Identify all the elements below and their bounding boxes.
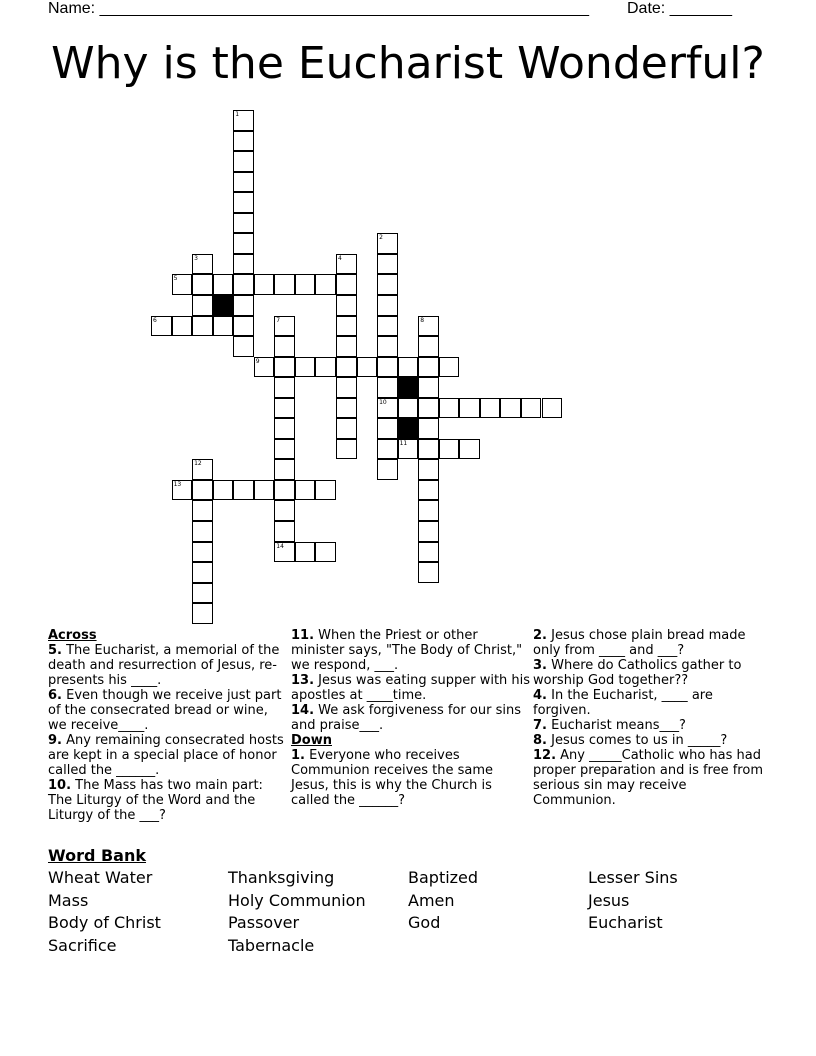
crossword-cell[interactable] [192, 480, 213, 501]
crossword-cell[interactable] [418, 542, 439, 563]
clue-number: 3. [533, 658, 547, 673]
word-bank-word: Holy Communion [228, 890, 366, 910]
word-bank-column [588, 867, 678, 935]
crossword-cell[interactable] [418, 521, 439, 542]
word-bank-word: Sacrifice [48, 936, 117, 956]
clue-text: The Mass has two main part: The Liturgy of the Word and the Liturgy of the ___? [48, 778, 263, 823]
crossword-cell[interactable] [398, 357, 419, 378]
crossword-cell[interactable] [233, 274, 254, 295]
crossword-clue-number: 4 [338, 254, 342, 262]
crossword-cell[interactable] [213, 274, 234, 295]
crossword-cell[interactable] [418, 398, 439, 419]
crossword-cell[interactable] [377, 254, 398, 275]
crossword-clue-number: 12 [194, 460, 202, 468]
clue-number: 9. [48, 733, 62, 748]
crossword-clue-number: 7 [276, 316, 281, 324]
clue-column-2 [291, 628, 531, 808]
crossword-black-cell [213, 295, 234, 316]
clue-across-5 [48, 643, 288, 688]
crossword-cell[interactable] [439, 439, 460, 460]
crossword-cell[interactable] [377, 336, 398, 357]
clue-across-10 [48, 778, 288, 823]
name-field-label: Name: _______________________________________________________ [48, 0, 589, 17]
word-bank-word: Lesser Sins [588, 868, 678, 887]
crossword-cell[interactable] [192, 562, 213, 583]
crossword-cell[interactable] [274, 398, 295, 419]
word-bank-word: Eucharist [588, 913, 663, 933]
crossword-clue-number: 13 [173, 480, 182, 488]
crossword-cell[interactable] [377, 274, 398, 295]
clue-across-11 [291, 628, 531, 673]
clue-number: 8. [533, 733, 547, 748]
clue-down-2 [533, 628, 773, 658]
clue-text: Eucharist means___? [546, 718, 686, 733]
clue-text: We ask forgiveness for our sins and praise___. [291, 703, 521, 733]
clue-number: 14. [291, 703, 315, 718]
crossword-cell[interactable] [192, 274, 213, 295]
crossword-cell[interactable] [377, 316, 398, 337]
crossword-cell[interactable] [418, 357, 439, 378]
crossword-clue-number: 10 [379, 398, 387, 406]
clue-number: 4. [533, 688, 547, 703]
crossword-cell[interactable] [418, 439, 439, 460]
crossword-cell[interactable] [418, 418, 439, 439]
crossword-cell[interactable] [274, 439, 295, 460]
crossword-cell[interactable] [233, 295, 254, 316]
crossword-clue-number: 2 [379, 234, 383, 242]
word-bank-column [48, 867, 161, 958]
clue-number: 12. [533, 748, 557, 763]
clue-down-3 [533, 658, 773, 688]
clue-column-3 [533, 628, 773, 808]
crossword-cell[interactable] [192, 542, 213, 563]
clue-number: 5. [48, 643, 62, 658]
crossword-cell[interactable] [398, 398, 419, 419]
word-bank-word: Amen [408, 890, 455, 910]
clue-number: 7. [533, 718, 547, 733]
clue-number: 13. [291, 673, 315, 688]
clue-down-4 [533, 688, 773, 718]
crossword-black-cell [398, 377, 419, 398]
crossword-cell[interactable] [439, 357, 460, 378]
down-heading: Down [291, 733, 332, 748]
crossword-cell[interactable] [336, 336, 357, 357]
crossword-clue-number: 8 [420, 316, 425, 324]
crossword-cell[interactable] [172, 316, 193, 337]
clue-text: Everyone who receives Communion receives the same Jesus, this is why the Church is called the ______? [291, 748, 494, 808]
clue-across-6 [48, 688, 288, 733]
crossword-cell[interactable] [192, 603, 213, 624]
word-bank-word: Tabernacle [228, 936, 315, 956]
word-bank-word: Wheat Water [48, 868, 153, 887]
clue-text: Jesus chose plain bread made only from ____ and ___? [533, 628, 746, 658]
crossword-cell[interactable] [233, 213, 254, 234]
word-bank-title: Word Bank [48, 846, 147, 865]
crossword-cell[interactable] [192, 316, 213, 337]
crossword-cell[interactable] [459, 398, 480, 419]
clue-text: Any _____Catholic who has had proper preparation and is free from serious sin may receive Communion. [533, 748, 763, 808]
crossword-cell[interactable] [377, 295, 398, 316]
word-bank-column [228, 867, 366, 958]
crossword-cell[interactable] [233, 131, 254, 152]
clue-across-13 [291, 673, 531, 703]
crossword-cell[interactable] [295, 542, 316, 563]
crossword-cell[interactable] [336, 418, 357, 439]
crossword-black-cell [398, 418, 419, 439]
crossword-cell[interactable] [315, 542, 336, 563]
word-bank-word: Mass [48, 890, 89, 910]
crossword-clue-number: 3 [194, 254, 198, 262]
word-bank-word: Baptized [408, 868, 479, 887]
clue-across-9 [48, 733, 288, 778]
clue-down-1 [291, 748, 531, 808]
crossword-cell[interactable] [377, 357, 398, 378]
crossword-cell[interactable] [377, 439, 398, 460]
crossword-cell[interactable] [377, 418, 398, 439]
page-title: Why is the Eucharist Wonderful? [51, 38, 765, 89]
crossword-clue-number: 14 [276, 542, 284, 550]
crossword-cell[interactable] [192, 583, 213, 604]
crossword-cell[interactable] [192, 521, 213, 542]
crossword-cell[interactable] [418, 500, 439, 521]
crossword-cell[interactable] [439, 398, 460, 419]
crossword-clue-number: 9 [255, 357, 260, 365]
crossword-cell[interactable] [295, 274, 316, 295]
clue-down-8 [533, 733, 773, 748]
clue-number: 2. [533, 628, 547, 643]
clue-text: Jesus was eating supper with his apostles at ____time. [291, 673, 531, 703]
clue-text: Even though we receive just part of the consecrated bread or wine, we receive____. [48, 688, 282, 733]
crossword-clue-number: 1 [235, 111, 240, 118]
word-bank-word: Jesus [588, 890, 630, 910]
crossword-cell[interactable] [295, 480, 316, 501]
crossword-clue-number: 5 [173, 275, 178, 283]
crossword-cell[interactable] [336, 439, 357, 460]
crossword-cell[interactable] [233, 254, 254, 275]
crossword-cell[interactable] [480, 398, 501, 419]
clue-number: 10. [48, 778, 72, 793]
crossword-cell[interactable] [274, 521, 295, 542]
crossword-clue-number: 6 [153, 316, 157, 324]
crossword-cell[interactable] [233, 336, 254, 357]
crossword-cell[interactable] [315, 480, 336, 501]
word-bank-column [408, 867, 478, 935]
clue-column-1 [48, 628, 288, 823]
crossword-cell[interactable] [336, 398, 357, 419]
crossword-cell[interactable] [521, 398, 542, 419]
word-bank-word: Thanksgiving [228, 868, 335, 887]
crossword-cell[interactable] [233, 172, 254, 193]
clue-number: 6. [48, 688, 62, 703]
crossword-cell[interactable] [336, 316, 357, 337]
clue-number: 11. [291, 628, 315, 643]
crossword-cell[interactable] [233, 151, 254, 172]
word-bank-word: God [408, 913, 441, 933]
crossword-cell[interactable] [377, 459, 398, 480]
crossword-cell[interactable] [542, 398, 563, 419]
date-field-label: Date: _______ [627, 0, 732, 17]
crossword-cell[interactable] [254, 480, 275, 501]
crossword-cell[interactable] [274, 377, 295, 398]
crossword-cell[interactable] [500, 398, 521, 419]
crossword-cell[interactable] [357, 357, 378, 378]
crossword-cell[interactable] [418, 562, 439, 583]
crossword-cell[interactable] [213, 316, 234, 337]
crossword-cell[interactable] [274, 357, 295, 378]
crossword-cell[interactable] [233, 316, 254, 337]
clue-text: In the Eucharist, ____ are forgiven. [533, 688, 713, 718]
crossword-cell[interactable] [233, 192, 254, 213]
crossword-cell[interactable] [295, 357, 316, 378]
crossword-cell[interactable] [418, 480, 439, 501]
crossword-cell[interactable] [418, 336, 439, 357]
crossword-cell[interactable] [418, 377, 439, 398]
crossword-clue-number: 11 [399, 439, 408, 447]
clue-down-12 [533, 748, 773, 808]
clue-text: Any remaining consecrated hosts are kept in a special place of honor called the ______. [48, 733, 284, 778]
crossword-cell[interactable] [192, 500, 213, 521]
crossword-cell[interactable] [274, 418, 295, 439]
crossword-cell[interactable] [274, 459, 295, 480]
clue-across-14 [291, 703, 531, 733]
clue-text: When the Priest or other minister says, "The Body of Christ," we respond, ___. [291, 628, 523, 673]
crossword-cell[interactable] [315, 357, 336, 378]
crossword-cell[interactable] [192, 295, 213, 316]
crossword-cell[interactable] [315, 274, 336, 295]
word-bank-word: Body of Christ [48, 913, 161, 933]
clue-text: Where do Catholics gather to worship God together?? [533, 658, 742, 688]
crossword-cell[interactable] [213, 480, 234, 501]
crossword-cell[interactable] [336, 295, 357, 316]
clue-text: Jesus comes to us in _____? [546, 733, 728, 748]
clue-text: The Eucharist, a memorial of the death and resurrection of Jesus, re-presents his ____. [48, 643, 280, 688]
crossword-cell[interactable] [418, 459, 439, 480]
crossword-cell[interactable] [336, 274, 357, 295]
clue-number: 1. [291, 748, 305, 763]
crossword-cell[interactable] [377, 377, 398, 398]
crossword-cell[interactable] [274, 500, 295, 521]
crossword-cell[interactable] [274, 336, 295, 357]
crossword-cell[interactable] [233, 233, 254, 254]
word-bank-word: Passover [228, 913, 300, 933]
crossword-cell[interactable] [254, 274, 275, 295]
across-heading: Across [48, 628, 97, 643]
crossword-cell[interactable] [459, 439, 480, 460]
crossword-cell[interactable] [336, 357, 357, 378]
crossword-cell[interactable] [274, 274, 295, 295]
crossword-cell[interactable] [233, 480, 254, 501]
crossword-cell[interactable] [336, 377, 357, 398]
crossword-cell[interactable] [274, 480, 295, 501]
clue-down-7 [533, 718, 773, 733]
